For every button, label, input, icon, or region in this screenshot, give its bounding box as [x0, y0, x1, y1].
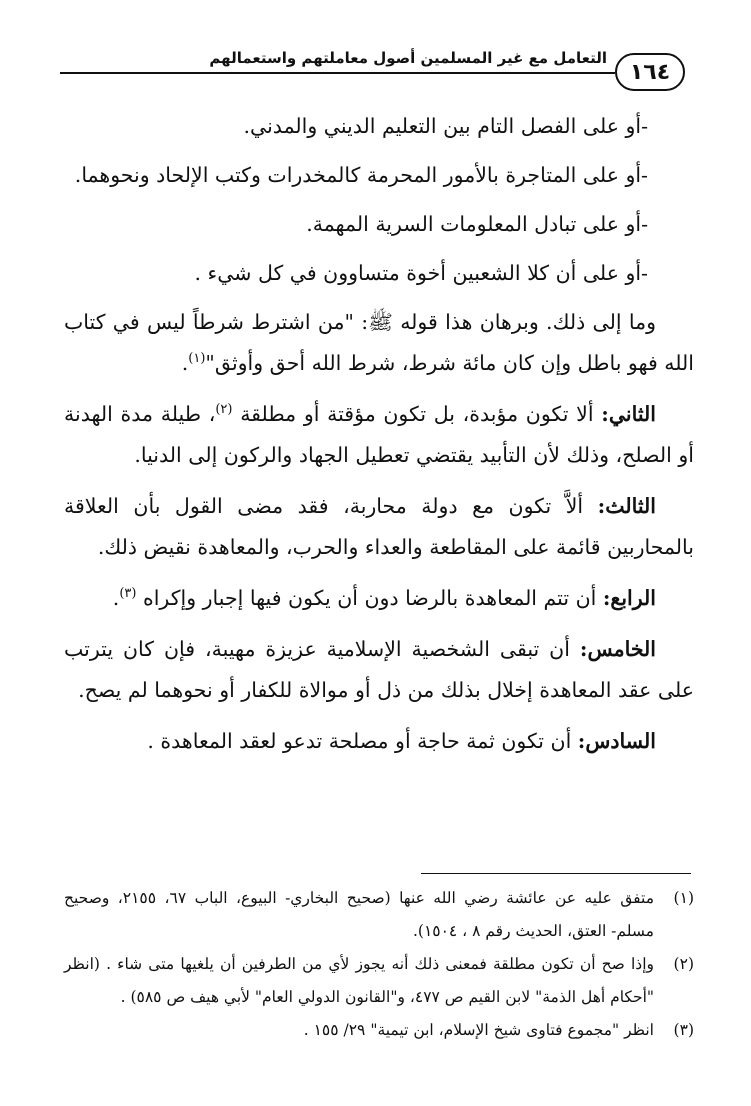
header-rule — [60, 72, 615, 74]
footnote-text: انظر "مجموع فتاوى شيخ الإسلام، ابن تيمية" ٢٩/ ١٥٥ . — [303, 1021, 654, 1039]
list-item: -أو على أن كلا الشعبين أخوة متساوون في كل شيء . — [194, 261, 648, 285]
footnote-number: (٣) — [673, 1021, 694, 1039]
footnote-ref-1[interactable]: (١) — [188, 351, 206, 367]
proof-text: وما إلى ذلك. وبرهان هذا قوله ﷺ: "من اشترط شرطاً ليس في كتاب الله فهو باطل وإن كان مائة شرط، شرط الله أحق وأوثق" — [64, 310, 694, 375]
condition-end: . — [112, 586, 120, 610]
page-number: ١٦٤ — [615, 53, 685, 91]
footnote-number: (١) — [673, 889, 694, 907]
condition-second — [64, 394, 694, 476]
list-item: -أو على تبادل المعلومات السرية المهمة. — [306, 212, 648, 236]
footnote — [64, 1014, 694, 1047]
condition-text: أن تتم المعاهدة بالرضا دون أن يكون فيها إجبار وإكراه — [143, 586, 597, 610]
footnotes — [64, 882, 694, 1047]
footnote — [64, 882, 694, 948]
footnote — [64, 948, 694, 1014]
proof-paragraph — [64, 302, 694, 384]
condition-text: أن تبقى الشخصية الإسلامية عزيزة مهيبة، فإن كان يترتب على عقد المعاهدة إخلال بذلك من ذل أو موالاة للكفار أو نحوهما لم يصح. — [64, 637, 694, 702]
body-text — [64, 106, 694, 772]
condition-label: الخامس: — [579, 637, 656, 661]
list-item: -أو على المتاجرة بالأمور المحرمة كالمخدرات وكتب الإلحاد ونحوهما. — [74, 163, 648, 187]
running-title: التعامل مع غير المسلمين أصول معاملتهم واستعمالهم — [209, 49, 607, 67]
condition-label: الثاني: — [601, 402, 656, 426]
footnote-text: متفق عليه عن عائشة رضي الله عنها (صحيح البخاري- البيوع، الباب ٦٧، ٢١٥٥، وصحيح مسلم- العتق، الحديث رقم ٨ ، ١٥٠٤). — [64, 889, 654, 940]
footnote-separator — [421, 873, 691, 874]
footnote-text: وإذا صح أن تكون مطلقة فمعنى ذلك أنه يجوز لأي من الطرفين أن يلغيها متى شاء . (انظر "أحكام أهل الذمة" لابن القيم ص ٤٧٧، و"القانون الدولي العام" لأبي هيف ص ٥٨٥) . — [64, 955, 654, 1006]
condition-label: السادس: — [577, 729, 656, 753]
condition-text: أن تكون ثمة حاجة أو مصلحة تدعو لعقد المعاهدة . — [147, 729, 572, 753]
footnote-number: (٢) — [673, 955, 694, 973]
condition-sixth — [64, 721, 694, 762]
condition-text: ألاَّ تكون مع دولة محاربة، فقد مضى القول بأن العلاقة بالمحاربين قائمة على المقاطعة والعداء والحرب، والمعاهدة نقيض ذلك. — [64, 494, 694, 559]
footnote-ref-3[interactable]: (٣) — [119, 586, 137, 602]
condition-fourth — [64, 578, 694, 619]
footnote-ref-2[interactable]: (٢) — [215, 402, 233, 418]
condition-third — [64, 486, 694, 568]
condition-text-cont: ، طيلة مدة الهدنة أو الصلح، وذلك لأن التأبيد يقتضي تعطيل الجهاد والركون إلى الدنيا. — [64, 402, 694, 467]
condition-label: الرابع: — [602, 586, 656, 610]
list-item: -أو على الفصل التام بين التعليم الديني والمدني. — [243, 114, 648, 138]
page-header — [60, 48, 685, 98]
condition-text: ألا تكون مؤبدة، بل تكون مؤقتة أو مطلقة — [240, 402, 594, 426]
proof-end: . — [181, 351, 189, 375]
condition-fifth — [64, 629, 694, 711]
condition-label: الثالث: — [597, 494, 656, 518]
